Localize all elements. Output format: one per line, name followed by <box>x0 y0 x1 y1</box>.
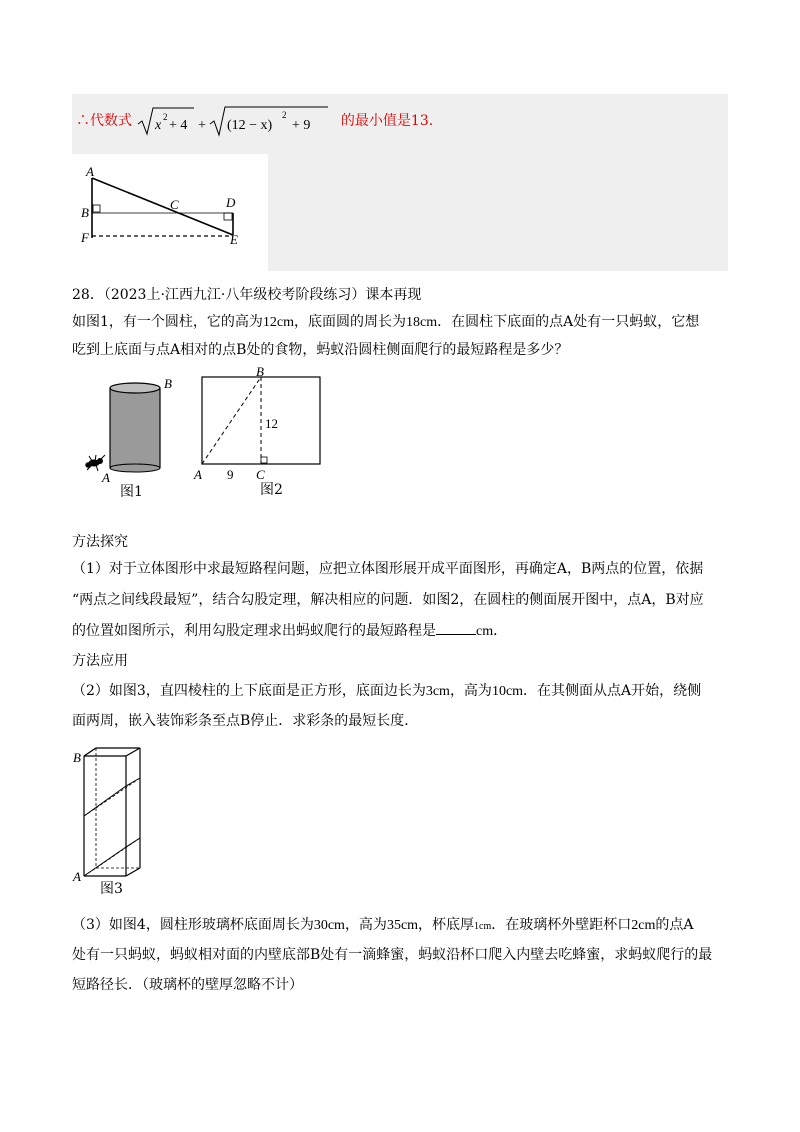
sqrt2-plus: + 9 <box>292 118 311 133</box>
svg-text:12: 12 <box>265 416 278 431</box>
sqrt1-inner: x <box>155 118 162 133</box>
svg-text:图3: 图3 <box>100 881 123 896</box>
svg-text:A: A <box>194 467 202 482</box>
q2-line-2: 面两周，嵌入装饰彩条至点B停止．求彩条的最短长度． <box>72 713 419 729</box>
svg-text:B: B <box>81 205 89 220</box>
svg-text:A: A <box>102 470 110 485</box>
svg-text:C: C <box>170 197 179 212</box>
figure-3-prism <box>72 744 162 900</box>
method-apply-heading: 方法应用 <box>72 653 128 669</box>
svg-text:图1: 图1 <box>120 484 143 500</box>
answer-suffix: 的最小值是13. <box>340 113 434 129</box>
svg-text:D: D <box>226 195 236 210</box>
problem-header: 28．（2023上·江西九江·八年级校考阶段练习）课本再现 <box>72 287 422 303</box>
svg-text:B: B <box>256 366 264 379</box>
svg-text:C: C <box>256 467 265 482</box>
problem-line-1: 如图1，有一个圆柱，它的高为12cm，底面圆的周长为18cm．在圆柱下底面的点A处有一只蚂蚁，它想 <box>72 314 700 330</box>
svg-text:F: F <box>81 230 89 245</box>
method-explore-heading: 方法探究 <box>72 534 128 550</box>
svg-text:B: B <box>73 750 81 765</box>
svg-text:A: A <box>86 164 94 179</box>
svg-text:E: E <box>230 232 238 247</box>
sqrt2-exp: 2 <box>282 110 287 120</box>
sqrt-expression <box>136 104 336 138</box>
q1-line-1: （1）对于立体图形中求最短路程问题，应把立体图形展开成平面图形，再确定A，B两点的位置，依据 <box>72 561 704 577</box>
figure-1-cylinder <box>82 374 182 504</box>
q3-line-3: 短路径长．（玻璃杯的壁厚忽略不计） <box>72 977 303 993</box>
svg-text:9: 9 <box>227 467 234 482</box>
svg-text:图2: 图2 <box>260 482 283 498</box>
plus-sign: + <box>198 118 207 133</box>
answer-line <box>76 104 433 138</box>
sqrt1-plus: + 4 <box>169 118 188 133</box>
svg-text:B: B <box>164 376 172 391</box>
problem-line-2: 吃到上底面与点A相对的点B处的食物，蚂蚁沿圆柱侧面爬行的最短路程是多少？ <box>72 342 569 358</box>
q2-line-1: （2）如图3，直四棱柱的上下底面是正方形，底面边长为3cm，高为10cm．在其侧面从点A开始，绕侧 <box>72 683 702 699</box>
figure-triangles <box>72 154 268 271</box>
sqrt2-inner: (12 − x) <box>227 118 273 133</box>
answer-prefix: ∴代数式 <box>76 113 132 129</box>
q3-line-2: 处有一只蚂蚁，蚂蚁相对面的内壁底部B处有一滴蜂蜜，蚂蚁沿杯口爬入内壁去吃蜂蜜，求蚂蚁爬行的最 <box>72 947 713 963</box>
q1-line-3: 的位置如图所示，利用勾股定理求出蚂蚁爬行的最短路程是 cm． <box>72 623 508 639</box>
q3-line-1: （3）如图4，圆柱形玻璃杯底面周长为30cm，高为35cm，杯底厚1cm．在玻璃杯外壁距杯口2cm的点A <box>72 917 694 933</box>
svg-text:A: A <box>73 869 81 884</box>
figure-2-unfolded <box>190 366 330 504</box>
ant-icon <box>86 455 105 471</box>
sqrt1-exp: 2 <box>163 112 168 122</box>
q1-line-2: “两点之间线段最短”，结合勾股定理，解决相应的问题．如图2，在圆柱的侧面展开图中，点A，B对应 <box>72 592 704 608</box>
answer-blank[interactable] <box>436 622 476 635</box>
